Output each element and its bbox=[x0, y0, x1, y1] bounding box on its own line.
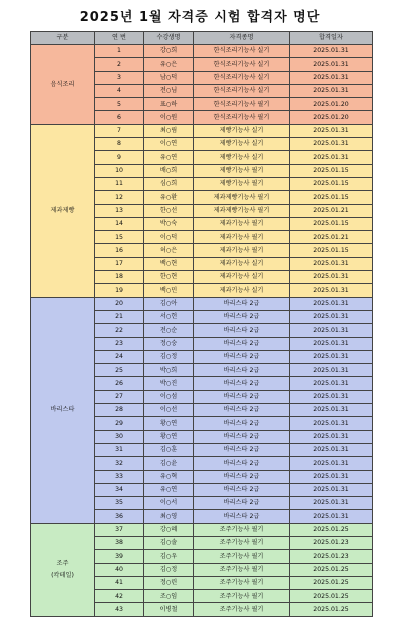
table-row bbox=[31, 45, 373, 58]
row-number: 37 bbox=[95, 523, 144, 536]
student-name: 김○윤 bbox=[144, 457, 194, 470]
certificate-name: 조주기능사 필기 bbox=[194, 563, 290, 576]
certificate-name: 조주기능사 필기 bbox=[194, 523, 290, 536]
certificate-name: 바리스타 2급 bbox=[194, 497, 290, 510]
pass-date: 2025.01.31 bbox=[290, 337, 373, 350]
certificate-name: 바리스타 2급 bbox=[194, 483, 290, 496]
student-name: 표○하 bbox=[144, 98, 194, 111]
student-name: 김○정 bbox=[144, 563, 194, 576]
row-number: 15 bbox=[95, 231, 144, 244]
header-pass-date: 합격일자 bbox=[290, 32, 373, 45]
pass-date: 2025.01.31 bbox=[290, 45, 373, 58]
pass-date: 2025.01.21 bbox=[290, 204, 373, 217]
student-name: 강○혜 bbox=[144, 523, 194, 536]
certificate-name: 조주기능사 필기 bbox=[194, 536, 290, 549]
header-student-name: 수강생명 bbox=[144, 32, 194, 45]
row-number: 5 bbox=[95, 98, 144, 111]
pass-date: 2025.01.31 bbox=[290, 84, 373, 97]
pass-date: 2025.01.25 bbox=[290, 523, 373, 536]
pass-date: 2025.01.31 bbox=[290, 271, 373, 284]
row-number: 13 bbox=[95, 204, 144, 217]
row-number: 28 bbox=[95, 404, 144, 417]
row-number: 8 bbox=[95, 138, 144, 151]
student-name: 박○진 bbox=[144, 377, 194, 390]
student-name: 김○정 bbox=[144, 350, 194, 363]
certificate-name: 바리스타 2급 bbox=[194, 364, 290, 377]
certificate-name: 바리스타 2급 bbox=[194, 324, 290, 337]
certificate-name: 제과기능사 필기 bbox=[194, 244, 290, 257]
pass-date: 2025.01.31 bbox=[290, 470, 373, 483]
certificate-name: 바리스타 2급 bbox=[194, 350, 290, 363]
row-number: 32 bbox=[95, 457, 144, 470]
student-name: 박○희 bbox=[144, 364, 194, 377]
row-number: 26 bbox=[95, 377, 144, 390]
student-name: 유○연 bbox=[144, 483, 194, 496]
row-number: 7 bbox=[95, 124, 144, 137]
student-name: 한○현 bbox=[144, 271, 194, 284]
pass-date: 2025.01.31 bbox=[290, 430, 373, 443]
certificate-name: 제과제빵기능사 필기 bbox=[194, 191, 290, 204]
row-number: 42 bbox=[95, 590, 144, 603]
row-number: 16 bbox=[95, 244, 144, 257]
pass-date: 2025.01.15 bbox=[290, 177, 373, 190]
student-name: 이○서 bbox=[144, 497, 194, 510]
pass-date: 2025.01.31 bbox=[290, 257, 373, 270]
student-name: 서○헌 bbox=[144, 310, 194, 323]
category-cell: 조주 (칵테일) bbox=[31, 523, 95, 616]
student-name: 김○우 bbox=[144, 550, 194, 563]
table-row bbox=[31, 124, 373, 137]
certificate-name: 제과기능사 실기 bbox=[194, 257, 290, 270]
pass-date: 2025.01.31 bbox=[290, 390, 373, 403]
row-number: 25 bbox=[95, 364, 144, 377]
student-name: 이○연 bbox=[144, 138, 194, 151]
student-name: 이○덕 bbox=[144, 231, 194, 244]
row-number: 33 bbox=[95, 470, 144, 483]
row-number: 35 bbox=[95, 497, 144, 510]
certificate-name: 바리스타 2급 bbox=[194, 417, 290, 430]
certificate-name: 한식조리기능사 실기 bbox=[194, 84, 290, 97]
pass-date: 2025.01.20 bbox=[290, 111, 373, 124]
certificate-name: 바리스타 2급 bbox=[194, 297, 290, 310]
certificate-name: 조주기능사 필기 bbox=[194, 590, 290, 603]
row-number: 10 bbox=[95, 164, 144, 177]
pass-date: 2025.01.31 bbox=[290, 310, 373, 323]
student-name: 이○섬 bbox=[144, 390, 194, 403]
certificate-name: 한식조리기능사 실기 bbox=[194, 71, 290, 84]
student-name: 정○숭 bbox=[144, 337, 194, 350]
pass-date: 2025.01.31 bbox=[290, 350, 373, 363]
student-name: 황○연 bbox=[144, 430, 194, 443]
pass-date: 2025.01.23 bbox=[290, 550, 373, 563]
pass-date: 2025.01.31 bbox=[290, 138, 373, 151]
student-name: 유○혁 bbox=[144, 470, 194, 483]
student-name: 유○환 bbox=[144, 191, 194, 204]
student-name: 최○영 bbox=[144, 510, 194, 523]
certificate-name: 제빵기능사 실기 bbox=[194, 124, 290, 137]
student-name: 김○아 bbox=[144, 297, 194, 310]
pass-date: 2025.01.23 bbox=[290, 536, 373, 549]
certificate-name: 바리스타 2급 bbox=[194, 430, 290, 443]
student-name: 이병철 bbox=[144, 603, 194, 616]
row-number: 14 bbox=[95, 217, 144, 230]
student-name: 백○민 bbox=[144, 284, 194, 297]
certificate-name: 바리스타 2급 bbox=[194, 470, 290, 483]
pass-date: 2025.01.31 bbox=[290, 377, 373, 390]
student-name: 남○덕 bbox=[144, 71, 194, 84]
student-name: 박○숙 bbox=[144, 217, 194, 230]
student-name: 정○린 bbox=[144, 576, 194, 589]
certificate-name: 바리스타 2급 bbox=[194, 390, 290, 403]
pass-date: 2025.01.31 bbox=[290, 483, 373, 496]
row-number: 20 bbox=[95, 297, 144, 310]
pass-date: 2025.01.25 bbox=[290, 563, 373, 576]
pass-date: 2025.01.31 bbox=[290, 297, 373, 310]
table-row bbox=[31, 297, 373, 310]
table-row bbox=[31, 523, 373, 536]
student-name: 김○훈 bbox=[144, 443, 194, 456]
row-number: 38 bbox=[95, 536, 144, 549]
pass-date: 2025.01.31 bbox=[290, 324, 373, 337]
student-name: 김○솔 bbox=[144, 536, 194, 549]
row-number: 19 bbox=[95, 284, 144, 297]
certificate-name: 한식조리기능사 필기 bbox=[194, 111, 290, 124]
row-number: 3 bbox=[95, 71, 144, 84]
certificate-name: 조주기능사 필기 bbox=[194, 550, 290, 563]
student-name: 최○림 bbox=[144, 124, 194, 137]
category-cell: 바리스타 bbox=[31, 297, 95, 523]
student-name: 백○현 bbox=[144, 257, 194, 270]
row-number: 11 bbox=[95, 177, 144, 190]
certificate-name: 바리스타 2급 bbox=[194, 443, 290, 456]
student-name: 유○은 bbox=[144, 58, 194, 71]
pass-date: 2025.01.15 bbox=[290, 217, 373, 230]
certificate-name: 제빵기능사 실기 bbox=[194, 138, 290, 151]
row-number: 29 bbox=[95, 417, 144, 430]
pass-date: 2025.01.31 bbox=[290, 151, 373, 164]
roster-table bbox=[30, 31, 373, 617]
certificate-name: 제과기능사 필기 bbox=[194, 217, 290, 230]
certificate-name: 조주기능사 필기 bbox=[194, 603, 290, 616]
certificate-name: 제과제빵기능사 필기 bbox=[194, 204, 290, 217]
pass-date: 2025.01.31 bbox=[290, 417, 373, 430]
pass-date: 2025.01.31 bbox=[290, 284, 373, 297]
row-number: 2 bbox=[95, 58, 144, 71]
row-number: 36 bbox=[95, 510, 144, 523]
pass-date: 2025.01.25 bbox=[290, 603, 373, 616]
row-number: 6 bbox=[95, 111, 144, 124]
certificate-name: 한식조리기능사 실기 bbox=[194, 45, 290, 58]
pass-date: 2025.01.15 bbox=[290, 191, 373, 204]
certificate-name: 제빵기능사 필기 bbox=[194, 164, 290, 177]
row-number: 12 bbox=[95, 191, 144, 204]
student-name: 한○선 bbox=[144, 204, 194, 217]
certificate-name: 제과기능사 실기 bbox=[194, 284, 290, 297]
pass-date: 2025.01.21 bbox=[290, 231, 373, 244]
header-category: 구분 bbox=[31, 32, 95, 45]
row-number: 18 bbox=[95, 271, 144, 284]
pass-date: 2025.01.31 bbox=[290, 497, 373, 510]
certificate-name: 바리스타 2급 bbox=[194, 510, 290, 523]
row-number: 31 bbox=[95, 443, 144, 456]
student-name: 유○연 bbox=[144, 151, 194, 164]
row-number: 23 bbox=[95, 337, 144, 350]
certificate-name: 한식조리기능사 실기 bbox=[194, 58, 290, 71]
row-number: 41 bbox=[95, 576, 144, 589]
student-name: 전○님 bbox=[144, 84, 194, 97]
certificate-name: 바리스타 2급 bbox=[194, 457, 290, 470]
student-name: 조○임 bbox=[144, 590, 194, 603]
student-name: 배○희 bbox=[144, 164, 194, 177]
certificate-name: 바리스타 2급 bbox=[194, 310, 290, 323]
table-header bbox=[31, 32, 373, 45]
row-number: 27 bbox=[95, 390, 144, 403]
page-title: 2025년 1월 자격증 시험 합격자 명단 bbox=[79, 10, 321, 25]
student-name: 강○희 bbox=[144, 45, 194, 58]
certificate-name: 제과기능사 실기 bbox=[194, 271, 290, 284]
pass-date: 2025.01.15 bbox=[290, 164, 373, 177]
pass-date: 2025.01.31 bbox=[290, 71, 373, 84]
row-number: 22 bbox=[95, 324, 144, 337]
pass-date: 2025.01.20 bbox=[290, 98, 373, 111]
pass-date: 2025.01.31 bbox=[290, 364, 373, 377]
certificate-name: 바리스타 2급 bbox=[194, 337, 290, 350]
row-number: 17 bbox=[95, 257, 144, 270]
table-body bbox=[31, 45, 373, 617]
row-number: 30 bbox=[95, 430, 144, 443]
certificate-name: 한식조리기능사 필기 bbox=[194, 98, 290, 111]
row-number: 9 bbox=[95, 151, 144, 164]
certificate-name: 제빵기능사 실기 bbox=[194, 151, 290, 164]
row-number: 43 bbox=[95, 603, 144, 616]
student-name: 허○은 bbox=[144, 244, 194, 257]
row-number: 39 bbox=[95, 550, 144, 563]
certificate-name: 제빵기능사 필기 bbox=[194, 177, 290, 190]
pass-date: 2025.01.15 bbox=[290, 244, 373, 257]
certificate-name: 제과기능사 필기 bbox=[194, 231, 290, 244]
student-name: 심○희 bbox=[144, 177, 194, 190]
certificate-name: 바리스타 2급 bbox=[194, 404, 290, 417]
header-row bbox=[31, 32, 373, 45]
student-name: 황○연 bbox=[144, 417, 194, 430]
certificate-name: 바리스타 2급 bbox=[194, 377, 290, 390]
student-name: 전○순 bbox=[144, 324, 194, 337]
student-name: 이○선 bbox=[144, 404, 194, 417]
row-number: 40 bbox=[95, 563, 144, 576]
pass-date: 2025.01.31 bbox=[290, 124, 373, 137]
row-number: 1 bbox=[95, 45, 144, 58]
row-number: 24 bbox=[95, 350, 144, 363]
pass-date: 2025.01.25 bbox=[290, 590, 373, 603]
category-cell: 제과제빵 bbox=[31, 124, 95, 297]
pass-date: 2025.01.31 bbox=[290, 510, 373, 523]
header-number: 연 번 bbox=[95, 32, 144, 45]
pass-date: 2025.01.31 bbox=[290, 443, 373, 456]
header-certificate: 자격종명 bbox=[194, 32, 290, 45]
student-name: 이○원 bbox=[144, 111, 194, 124]
row-number: 21 bbox=[95, 310, 144, 323]
pass-date: 2025.01.25 bbox=[290, 576, 373, 589]
row-number: 34 bbox=[95, 483, 144, 496]
pass-date: 2025.01.31 bbox=[290, 58, 373, 71]
row-number: 4 bbox=[95, 84, 144, 97]
pass-date: 2025.01.31 bbox=[290, 404, 373, 417]
certificate-name: 조주기능사 필기 bbox=[194, 576, 290, 589]
pass-date: 2025.01.31 bbox=[290, 457, 373, 470]
category-cell: 음식조리 bbox=[31, 45, 95, 125]
